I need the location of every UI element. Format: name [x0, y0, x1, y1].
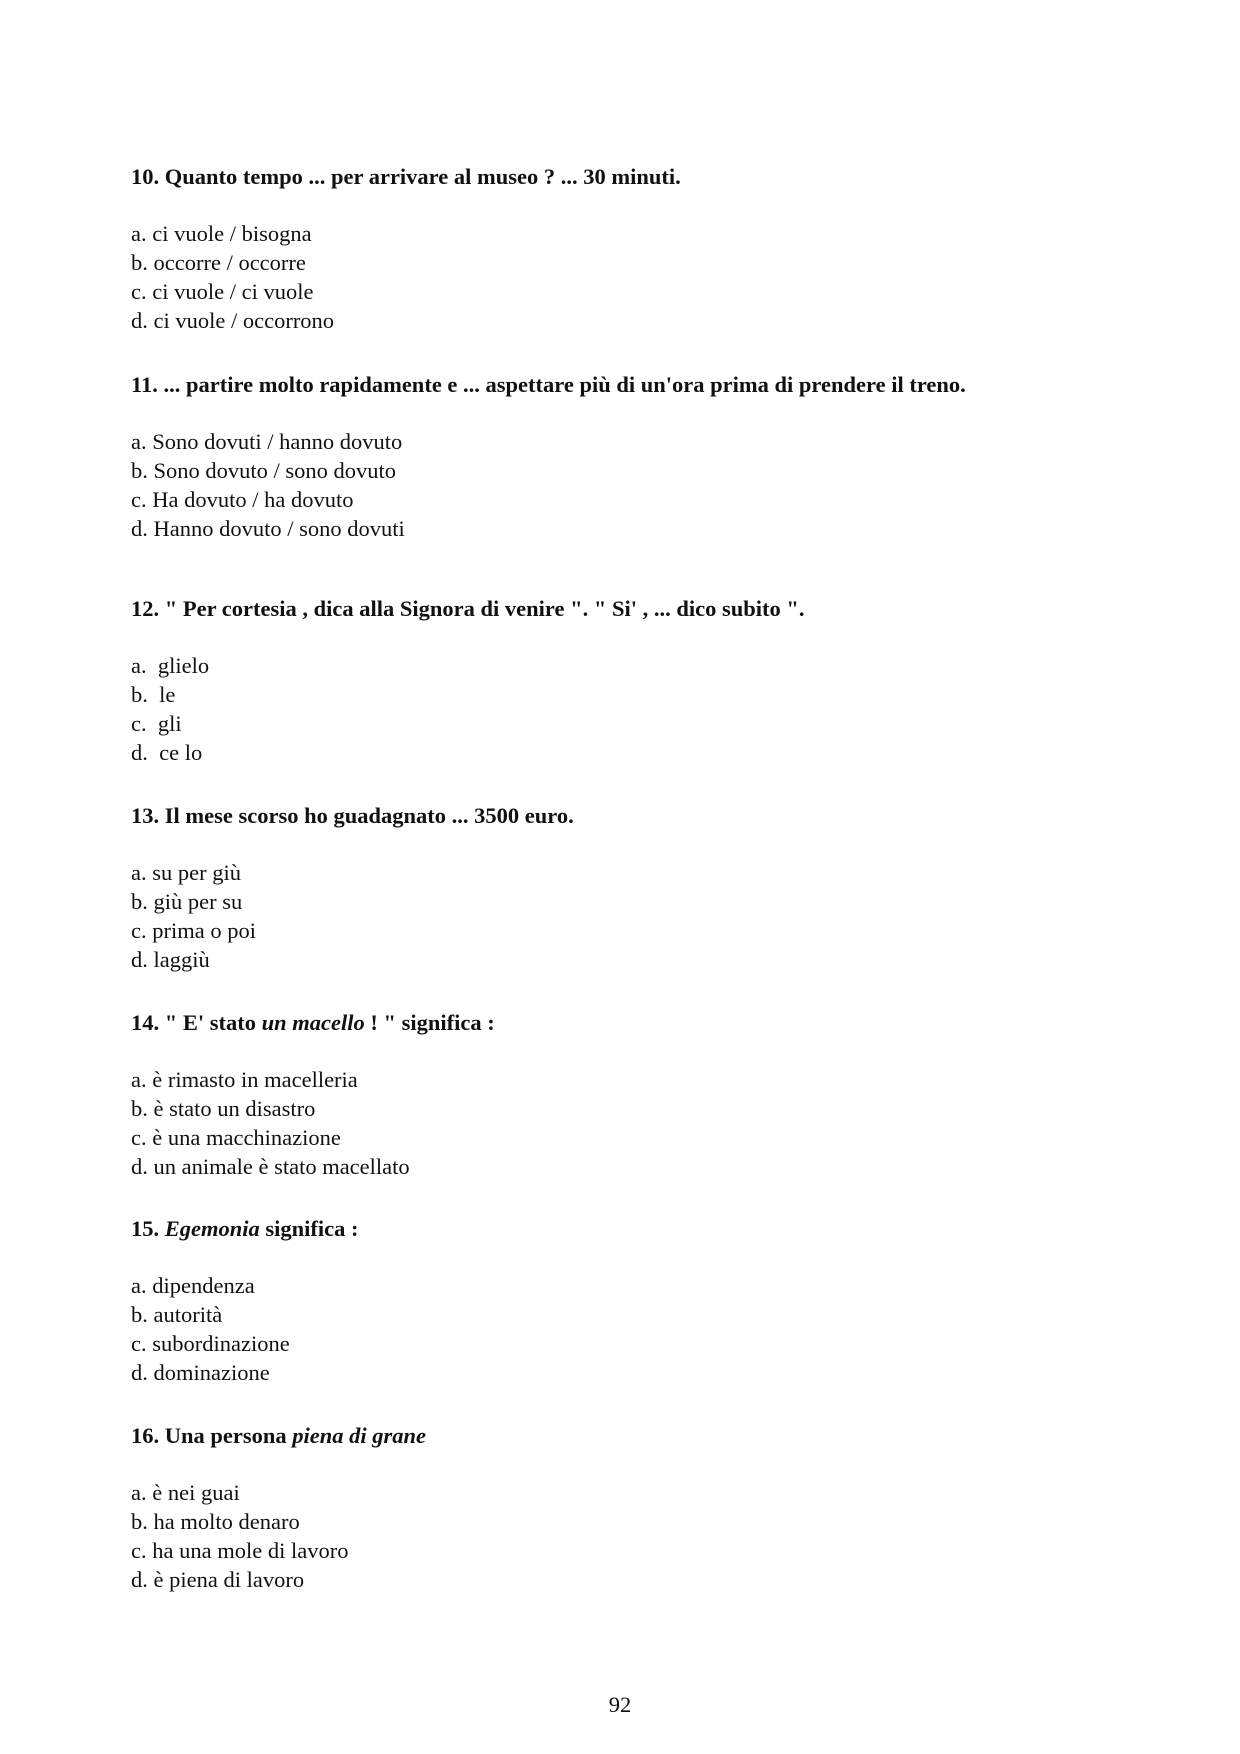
answer-option-a[interactable]: a. è rimasto in macelleria	[131, 1067, 358, 1092]
answer-option-a[interactable]: a. Sono dovuti / hanno dovuto	[131, 429, 403, 454]
answer-options	[131, 1065, 1131, 1181]
question-title: 10. Quanto tempo ... per arrivare al museo ? ... 30 minuti.	[131, 164, 681, 189]
answer-option-d[interactable]: d. Hanno dovuto / sono dovuti	[131, 516, 405, 541]
answer-option-c[interactable]: c. prima o poi	[131, 918, 256, 943]
question-10	[131, 163, 1131, 335]
answer-options	[131, 651, 1131, 767]
answer-option-b[interactable]: b. le	[131, 682, 176, 707]
answer-option-c[interactable]: c. ha una mole di lavoro	[131, 1538, 349, 1563]
answer-option-b[interactable]: b. giù per su	[131, 889, 243, 914]
answer-option-d[interactable]: d. ci vuole / occorrono	[131, 308, 335, 333]
answer-options	[131, 1478, 1131, 1594]
answer-option-c[interactable]: c. subordinazione	[131, 1331, 290, 1356]
answer-options	[131, 219, 1131, 335]
question-16	[131, 1422, 1131, 1594]
question-title: 14. " E' stato un macello ! " significa :	[131, 1010, 495, 1035]
answer-option-a[interactable]: a. su per giù	[131, 860, 241, 885]
question-title: 16. Una persona piena di grane	[131, 1423, 427, 1448]
question-13	[131, 802, 1131, 974]
question-title: 15. Egemonia significa :	[131, 1216, 359, 1241]
answer-option-b[interactable]: b. autorità	[131, 1302, 223, 1327]
answer-option-d[interactable]: d. laggiù	[131, 947, 210, 972]
page-number: 92	[608, 1692, 632, 1717]
question-title: 13. Il mese scorso ho guadagnato ... 3500 euro.	[131, 803, 574, 828]
answer-options	[131, 1271, 1131, 1387]
question-title: 12. " Per cortesia , dica alla Signora di venire ". " Si' , ... dico subito ".	[131, 596, 805, 621]
question-title: 11. ... partire molto rapidamente e ... aspettare più di un'ora prima di prendere il treno.	[131, 372, 966, 397]
answer-option-a[interactable]: a. dipendenza	[131, 1273, 255, 1298]
answer-option-b[interactable]: b. Sono dovuto / sono dovuto	[131, 458, 397, 483]
answer-option-d[interactable]: d. ce lo	[131, 740, 203, 765]
question-15	[131, 1215, 1131, 1387]
answer-option-b[interactable]: b. occorre / occorre	[131, 250, 306, 275]
answer-option-c[interactable]: c. ci vuole / ci vuole	[131, 279, 314, 304]
answer-option-c[interactable]: c. è una macchinazione	[131, 1125, 341, 1150]
question-14	[131, 1009, 1131, 1181]
answer-option-a[interactable]: a. ci vuole / bisogna	[131, 221, 312, 246]
answer-option-a[interactable]: a. è nei guai	[131, 1480, 240, 1505]
answer-option-a[interactable]: a. glielo	[131, 653, 210, 678]
answer-option-b[interactable]: b. ha molto denaro	[131, 1509, 300, 1534]
answer-options	[131, 858, 1131, 974]
answer-option-d[interactable]: d. è piena di lavoro	[131, 1567, 305, 1592]
answer-options	[131, 427, 1131, 543]
answer-option-d[interactable]: d. dominazione	[131, 1360, 270, 1385]
question-12	[131, 595, 1131, 767]
question-11	[131, 371, 1131, 543]
answer-option-c[interactable]: c. Ha dovuto / ha dovuto	[131, 487, 354, 512]
answer-option-b[interactable]: b. è stato un disastro	[131, 1096, 316, 1121]
answer-option-d[interactable]: d. un animale è stato macellato	[131, 1154, 410, 1179]
answer-option-c[interactable]: c. gli	[131, 711, 182, 736]
